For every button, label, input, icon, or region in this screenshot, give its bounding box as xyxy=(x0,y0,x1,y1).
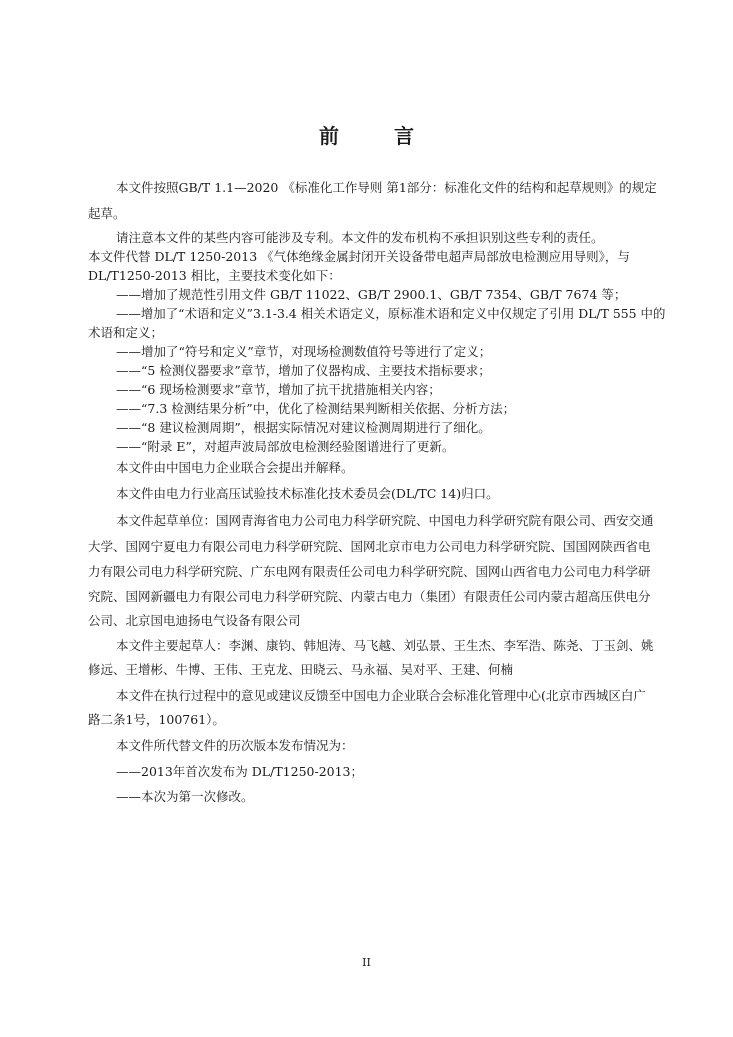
body-line: 本文件由中国电力企业联合会提出并解释。 xyxy=(116,460,354,475)
body-line: ——“6 现场检测要求”章节，增加了抗干扰措施相关内容； xyxy=(116,382,441,397)
body-line: ——“附录 E”，对超声波局部放电检测经验图谱进行了更新。 xyxy=(116,439,455,454)
body-line: 本文件代替 DL/T 1250-2013 《气体绝缘金属封闭开关设备带电超声局部放电检测应用导则》，与 xyxy=(88,249,630,264)
body-line: 本文件主要起草人：李渊、康钧、韩旭涛、马飞越、刘弘景、王生杰、李军浩、陈尧、丁玉剑、姚 xyxy=(116,638,654,653)
body-line: ——增加了“符号和定义”章节，对现场检测数值符号等进行了定义； xyxy=(116,344,492,359)
body-line: ——本次为第一次修改。 xyxy=(116,789,254,804)
body-line: 修远、王增彬、牛博、王伟、王克龙、田晓云、马永福、吴对平、王建、何楠 xyxy=(88,662,514,677)
page-title: 前 言 xyxy=(319,124,438,148)
body-line: ——2013年首次发布为 DL/T1250-2013； xyxy=(116,764,364,779)
body-line: 本文件由电力行业高压试验技术标准化技术委员会(DL/TC 14)归口。 xyxy=(116,486,499,501)
body-line: 路二条1号，100761）。 xyxy=(88,712,225,727)
body-line: 起草。 xyxy=(88,206,126,221)
body-line: DL/T1250-2013 相比，主要技术变化如下： xyxy=(88,268,341,283)
body-line: ——“8 建议检测周期”，根据实际情况对建议检测周期进行了细化。 xyxy=(116,420,491,435)
body-line: ——增加了“术语和定义”3.1-3.4 相关术语定义，原标准术语和定义中仅规定了引用 DL/T 555 中的 xyxy=(116,306,666,321)
body-line: 本文件按照GB/T 1.1—2020 《标准化工作导则 第1部分：标准化文件的结构和起草规则》的规定 xyxy=(116,180,657,195)
body-line: 大学、国网宁夏电力有限公司电力科学研究院、国网北京市电力公司电力科学研究院、国国网陕西省电 xyxy=(88,539,651,554)
body-line: 公司、北京国电迪扬电气设备有限公司 xyxy=(88,613,301,628)
body-line: ——增加了规范性引用文件 GB/T 11022、GB/T 2900.1、GB/T 7354、GB/T 7674 等； xyxy=(116,287,627,302)
body-line: ——“7.3 检测结果分析”中，优化了检测结果判断相关依据、分析方法； xyxy=(116,401,516,416)
body-line: ——“5 检测仪器要求”章节，增加了仪器构成、主要技术指标要求； xyxy=(116,363,491,378)
body-line: 术语和定义； xyxy=(88,325,164,340)
body-line: 究院、国网新疆电力有限公司电力科学研究院、内蒙古电力（集团）有限责任公司内蒙古超高压供电分 xyxy=(88,589,651,604)
body-line: 请注意本文件的某些内容可能涉及专利。本文件的发布机构不承担识别这些专利的责任。 xyxy=(116,230,604,245)
page-number: II xyxy=(362,956,371,969)
body-line: 本文件起草单位：国网青海省电力公司电力科学研究院、中国电力科学研究院有限公司、西安交通 xyxy=(116,513,654,528)
body-line: 本文件在执行过程中的意见或建议反馈至中国电力企业联合会标准化管理中心(北京市西城区白广 xyxy=(116,688,646,703)
body-line: 力有限公司电力科学研究院、广东电网有限责任公司电力科学研究院、国网山西省电力公司电力科学研 xyxy=(88,564,651,579)
body-line: 本文件所代替文件的历次版本发布情况为： xyxy=(116,738,354,753)
